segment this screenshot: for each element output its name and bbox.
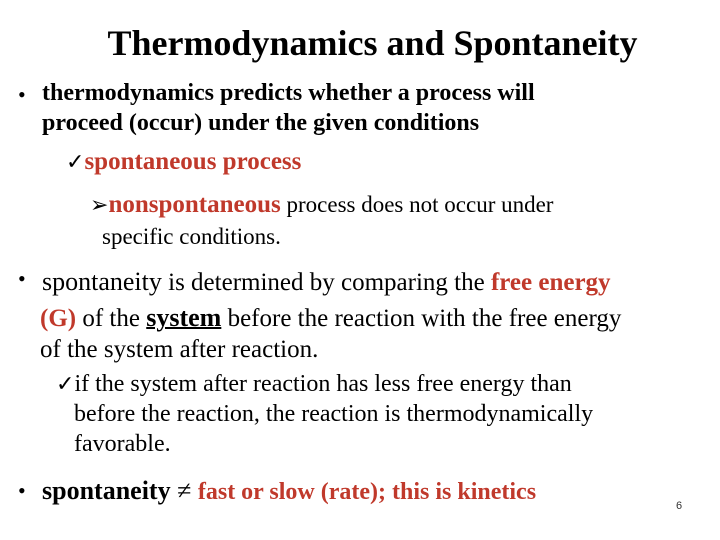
nonspontaneous-rest: process does not occur under: [280, 192, 554, 217]
spontaneous-process-text: spontaneous process: [84, 148, 302, 175]
arrow-icon: ➢: [90, 193, 109, 218]
bullet2-line2: [40, 302, 621, 335]
free-energy-term: free energy: [490, 269, 611, 296]
sub-item-nonspontaneous: [90, 190, 553, 223]
nonspontaneous-term: nonspontaneous: [108, 191, 281, 218]
bullet2-of-the: of the: [76, 305, 147, 332]
not-equal-symbol: ≠: [170, 476, 198, 505]
check-icon: ✓: [56, 372, 75, 397]
slide-title: Thermodynamics and Spontaneity: [107, 23, 638, 63]
sub-item-favorable: [56, 370, 572, 399]
bullet2-rest: before the reaction with the free energy: [221, 305, 622, 332]
spontaneity-term: spontaneity: [42, 267, 162, 296]
bullet2-mid: is determined by comparing the: [161, 269, 491, 296]
slide-number: 6: [676, 500, 683, 512]
favorable-line1: if the system after reaction has less free energy than: [74, 371, 572, 397]
favorable-line3: favorable.: [74, 431, 171, 457]
bullet-marker: •: [18, 82, 26, 107]
bullet-marker: •: [18, 266, 26, 291]
favorable-line2: before the reaction, the reaction is thermodynamically: [74, 401, 594, 427]
system-term: system: [146, 303, 222, 332]
nonspontaneous-line2: specific conditions.: [102, 224, 281, 249]
bullet2-line1: [42, 266, 611, 299]
kinetics-text: fast or slow (rate); this is kinetics: [197, 479, 537, 505]
bullet1-line1: thermodynamics predicts whether a process will: [42, 80, 535, 106]
spontaneity-term: spontaneity: [42, 476, 171, 505]
bullet2-line3: of the system after reaction.: [40, 336, 319, 363]
bullet1-line2: proceed (occur) under the given conditions: [42, 110, 480, 136]
g-label: (G): [40, 305, 77, 332]
sub-item-spontaneous: [66, 146, 301, 181]
bullet3-line: [42, 474, 536, 509]
bullet-marker: •: [18, 478, 26, 503]
check-icon: ✓: [66, 150, 85, 175]
